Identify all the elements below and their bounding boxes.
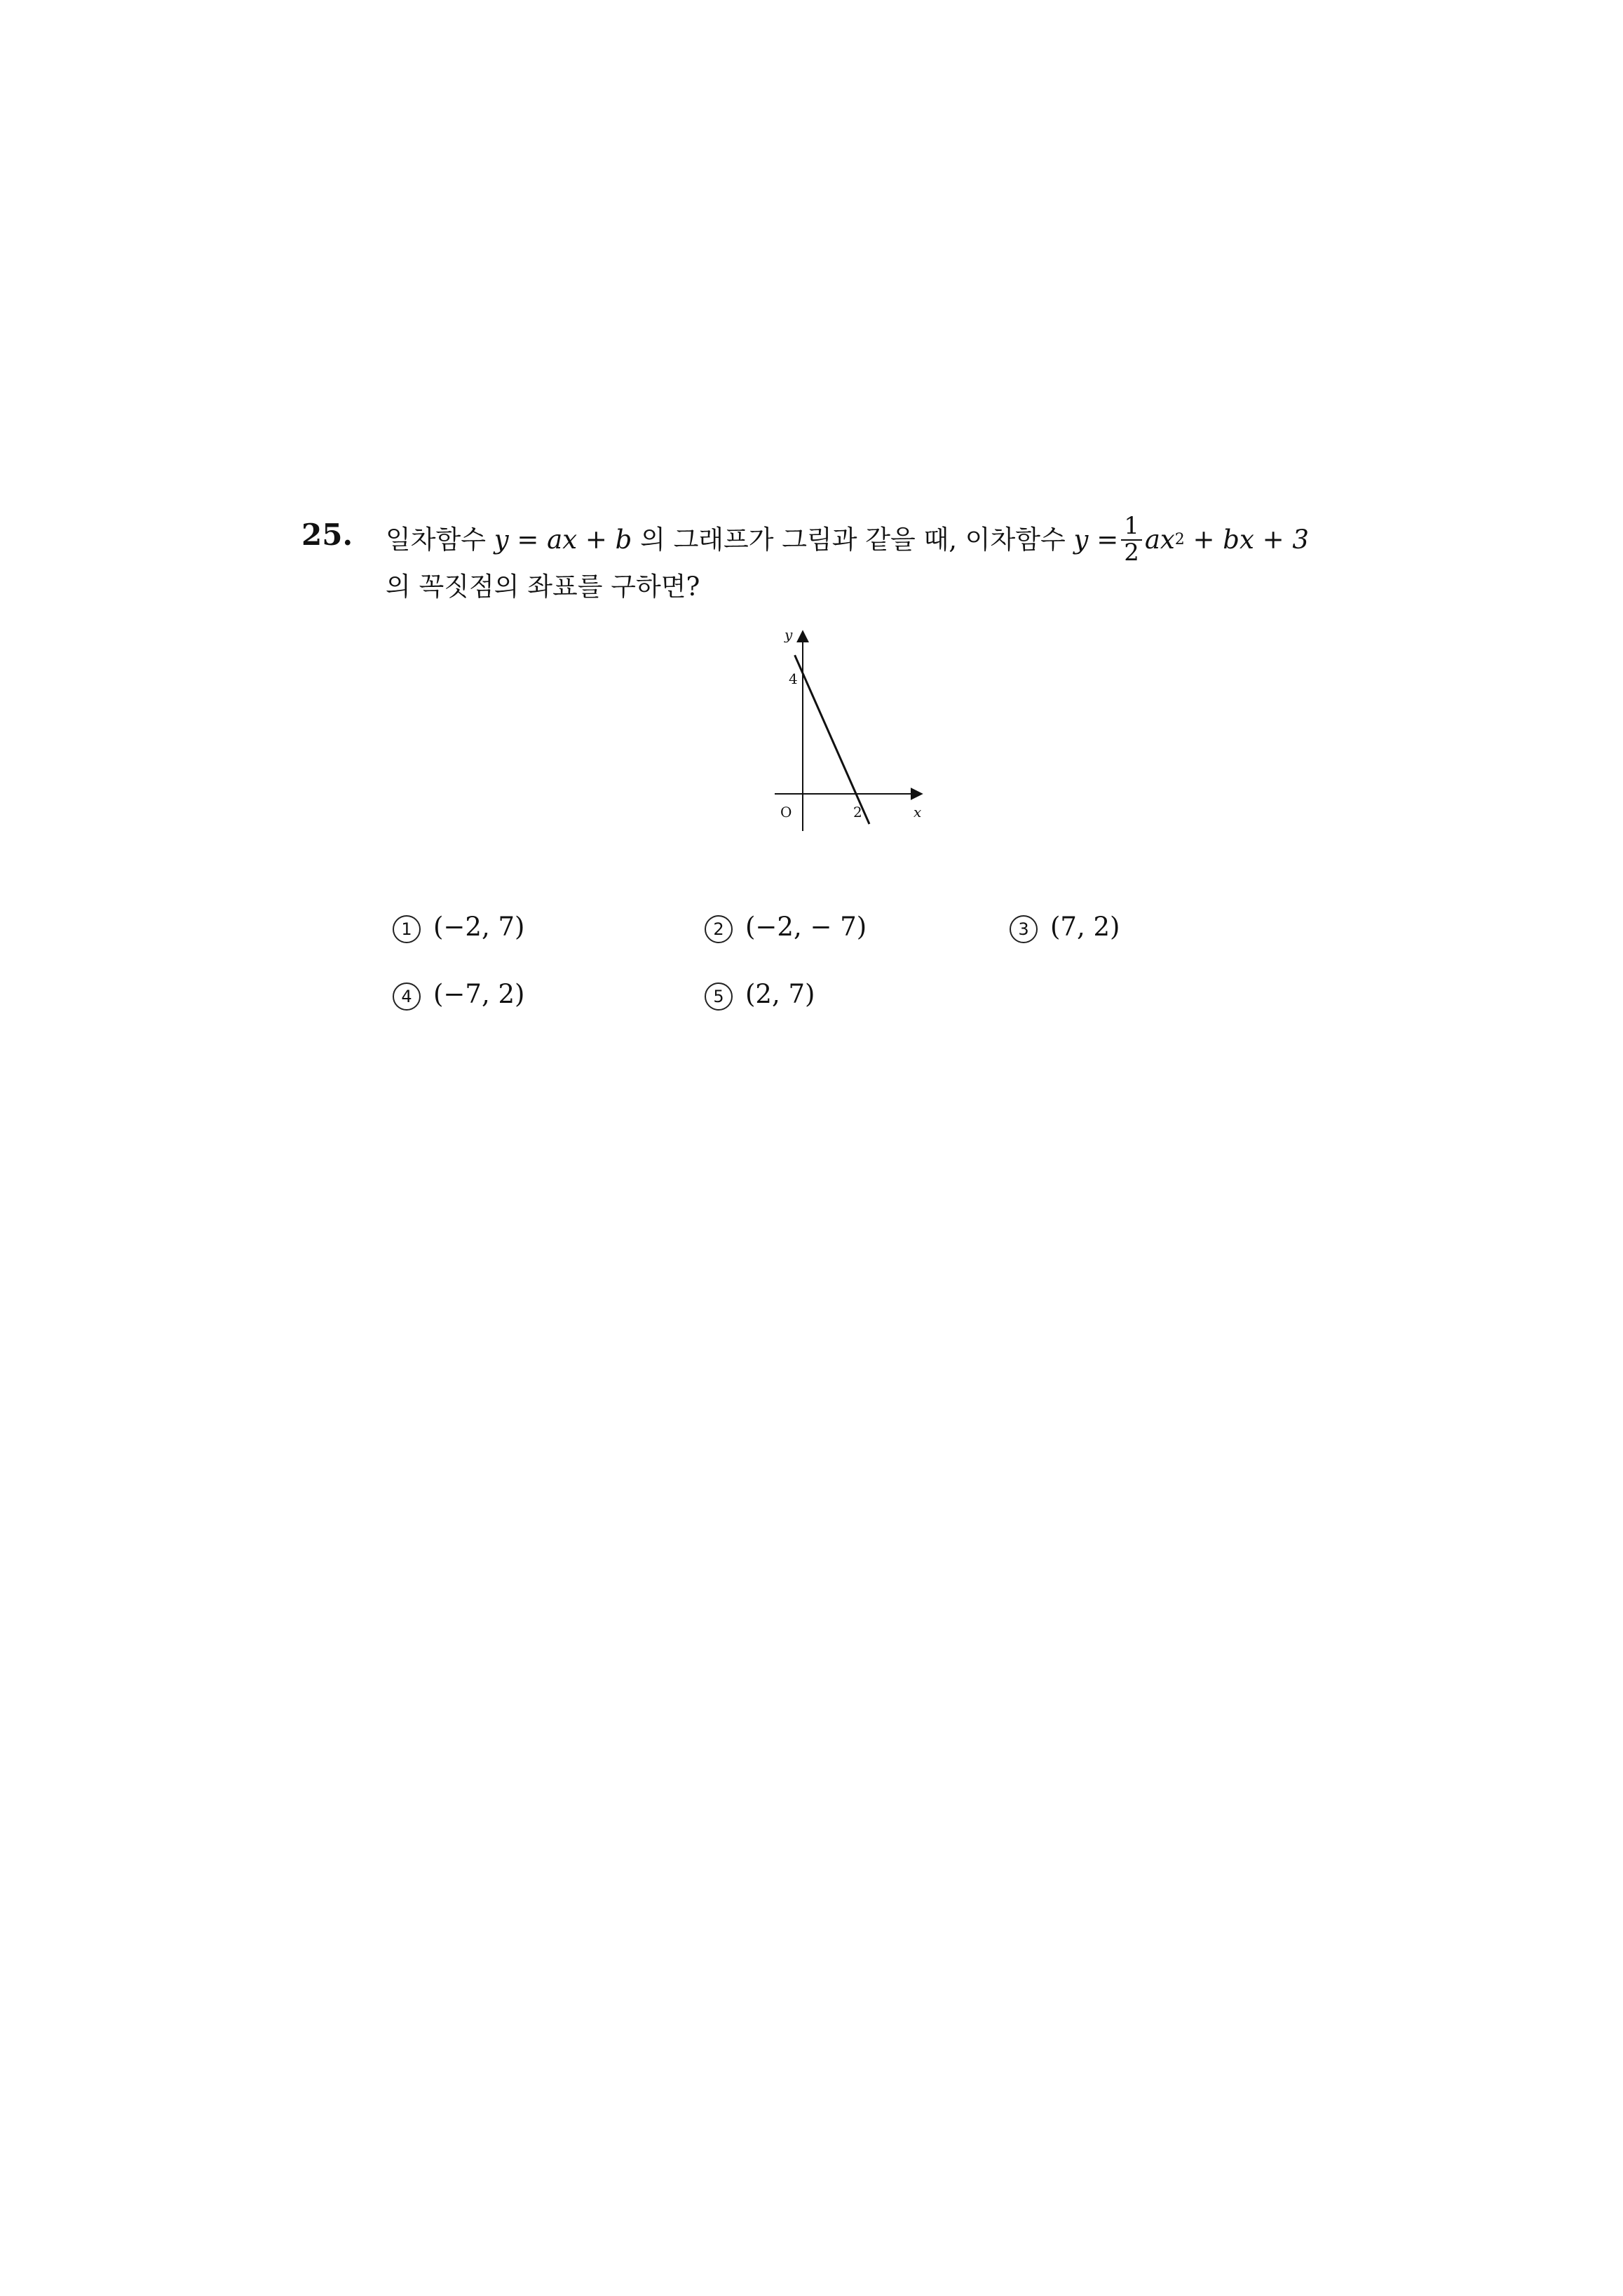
choice-3-mark: 3 — [1010, 915, 1038, 943]
graph-svg — [754, 617, 936, 849]
question-text — [386, 505, 1367, 605]
fraction-numerator: 1 — [1121, 514, 1142, 541]
linear-equation: y = ax + b — [494, 525, 632, 555]
choice-3-text: (7, 2) — [1050, 912, 1120, 942]
choice-4[interactable] — [393, 979, 524, 1011]
choice-5-text: (2, 7) — [745, 979, 815, 1009]
choice-3[interactable] — [1010, 912, 1120, 943]
choice-4-mark: 4 — [393, 982, 421, 1011]
quadratic-exponent: 2 — [1174, 531, 1185, 549]
y-axis-label: y — [785, 626, 793, 643]
choice-1-mark: 1 — [393, 915, 421, 943]
choice-2-mark: 2 — [705, 915, 733, 943]
choice-2-text: (−2, − 7) — [745, 912, 867, 942]
origin-label: O — [780, 804, 792, 821]
quadratic-rest: + bx + 3 — [1193, 525, 1309, 555]
choice-5[interactable] — [705, 979, 815, 1011]
x-axis-label: x — [914, 804, 922, 821]
series-line — [795, 655, 869, 824]
fraction-denominator: 2 — [1124, 539, 1139, 567]
question-line-1 — [386, 505, 1367, 575]
quadratic-lhs: y = — [1073, 525, 1119, 555]
question-line-2: 의 꼭짓점의 좌표를 구하면? — [386, 572, 700, 602]
choice-5-mark: 5 — [705, 982, 733, 1011]
linear-function-graph — [754, 617, 936, 849]
question-part2: 의 그래프가 그림과 같을 때, 이차함수 — [640, 525, 1066, 555]
y-intercept-label: 4 — [789, 670, 798, 687]
x-intercept-label: 2 — [853, 804, 862, 821]
question-part1: 일차함수 — [386, 525, 486, 555]
choice-2[interactable] — [705, 912, 867, 943]
choice-4-text: (−7, 2) — [433, 979, 525, 1009]
choice-1[interactable] — [393, 912, 524, 943]
quadratic-ax: ax — [1144, 525, 1175, 555]
choice-1-text: (−2, 7) — [433, 912, 525, 942]
fraction-one-half — [1121, 514, 1142, 565]
question-number: 25. — [301, 518, 353, 552]
